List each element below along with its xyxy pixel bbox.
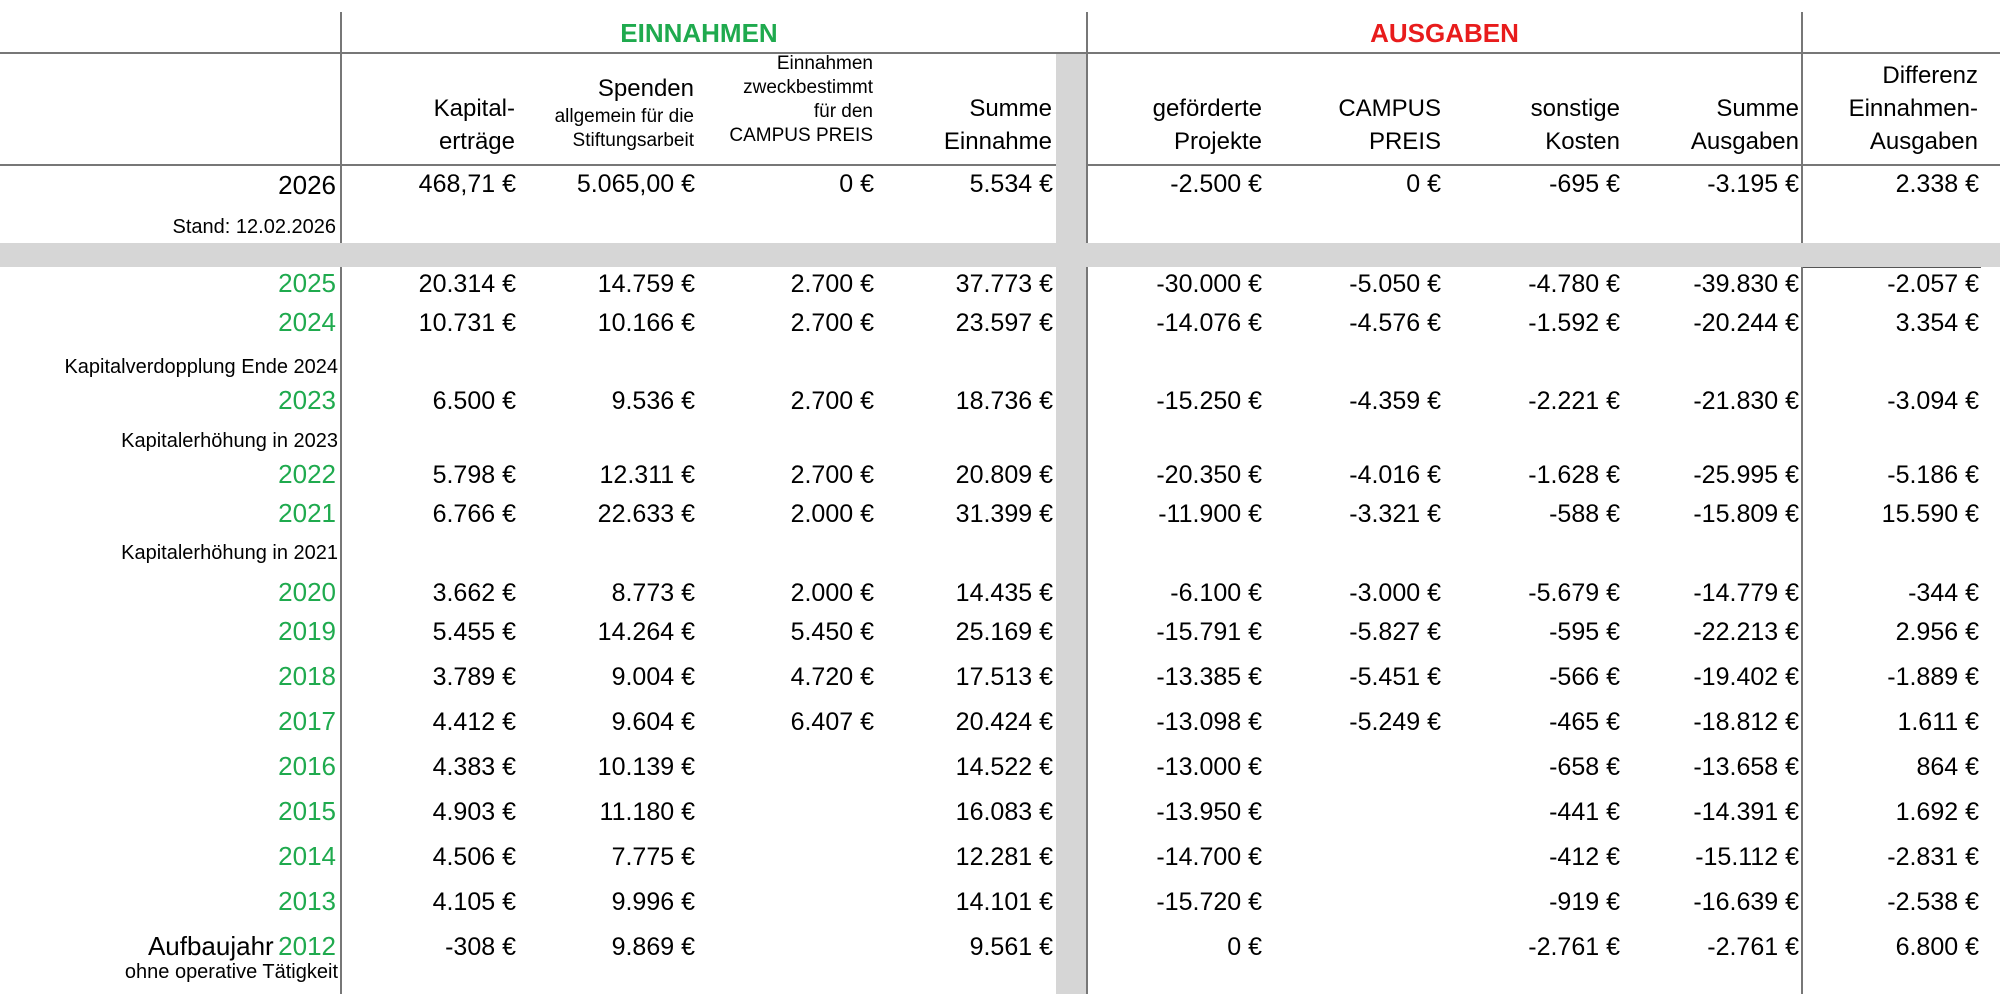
cell-gefoerderte-projekte: -13.385 € [1156, 663, 1262, 691]
cell-differenz: -2.831 € [1887, 843, 1979, 871]
cell-spenden: 12.311 € [599, 461, 695, 489]
cell-summe-ausgaben: -13.658 € [1693, 753, 1799, 781]
cell-gefoerderte-projekte: -13.098 € [1156, 708, 1262, 736]
cell-summe-ausgaben: -22.213 € [1693, 618, 1799, 646]
cell-summe-ausgaben: -21.830 € [1693, 387, 1799, 415]
year-value: 2023 [278, 385, 336, 415]
year-label [0, 498, 336, 529]
cell-sonstige-kosten: -5.679 € [1528, 579, 1620, 607]
cell-spenden: 9.536 € [611, 387, 695, 415]
cell-spenden: 10.139 € [597, 753, 695, 781]
year-label [0, 661, 336, 692]
cell-sonstige-kosten: -441 € [1549, 798, 1620, 826]
cell-sonstige-kosten: -588 € [1549, 500, 1620, 528]
current-year-label: 2026 [278, 170, 336, 200]
year-label [0, 706, 336, 737]
cell-campus-preis: -4.016 € [1349, 461, 1441, 489]
cell-summe-einnahme: 20.809 € [955, 461, 1053, 489]
year-value: 2013 [278, 886, 336, 916]
cell-gefoerderte-projekte: 0 € [1227, 933, 1262, 961]
cell-kapitalertraege: 4.105 € [432, 888, 516, 916]
cell-summe-einnahme: 14.101 € [955, 888, 1053, 916]
cell-gefoerderte-projekte: -15.720 € [1156, 888, 1262, 916]
cell-summe-einnahme: 16.083 € [955, 798, 1053, 826]
cell-sonstige-kosten: -595 € [1549, 618, 1620, 646]
cell-spenden: 9.996 € [611, 888, 695, 916]
cell-campus-preis: -5.050 € [1349, 270, 1441, 298]
cell-summe-einnahme: 31.399 € [955, 500, 1053, 528]
cell-sonstige-kosten: -412 € [1549, 843, 1620, 871]
cell-kapitalertraege: 4.383 € [432, 753, 516, 781]
cell-sonstige-kosten: -4.780 € [1528, 270, 1620, 298]
note-kapitalverdopplung: Kapitalverdopplung Ende 2024 [64, 356, 338, 378]
cell-summe-ausgaben: -15.809 € [1693, 500, 1799, 528]
cell-gefoerderte-projekte: -14.076 € [1156, 309, 1262, 337]
cell-summe-einnahme: 5.534 € [969, 170, 1053, 198]
cell-spenden: 14.759 € [597, 270, 695, 298]
cell-differenz: 1.692 € [1895, 798, 1979, 826]
differenz-rule [1803, 267, 1981, 268]
cell-kapitalertraege: 5.798 € [432, 461, 516, 489]
cell-gefoerderte-projekte: -13.950 € [1156, 798, 1262, 826]
cell-zweckbestimmt: 2.000 € [790, 500, 874, 528]
cell-sonstige-kosten: -2.761 € [1528, 933, 1620, 961]
divider-einnahmen-ausgaben [1086, 12, 1088, 994]
cell-spenden: 8.773 € [611, 579, 695, 607]
cell-summe-einnahme: 23.597 € [955, 309, 1053, 337]
cell-spenden: 22.633 € [597, 500, 695, 528]
stand-note: Stand: 12.02.2026 [172, 216, 336, 238]
cell-summe-einnahme: 14.522 € [955, 753, 1053, 781]
header-differenz: Differenz Einnahmen- Ausgaben [1848, 62, 1978, 155]
cell-differenz: 2.338 € [1895, 170, 1979, 198]
cell-campus-preis: -5.827 € [1349, 618, 1441, 646]
year-value: 2017 [278, 706, 336, 736]
cell-summe-einnahme: 37.773 € [955, 270, 1053, 298]
header-spenden: Spenden allgemein für die Stiftungsarbeit [554, 75, 694, 151]
header-top-rule [0, 52, 2000, 54]
cell-sonstige-kosten: -695 € [1549, 170, 1620, 198]
header-sonstige-kosten: sonstige Kosten [1530, 95, 1620, 155]
cell-summe-einnahme: 14.435 € [955, 579, 1053, 607]
cell-summe-einnahme: 12.281 € [955, 843, 1053, 871]
year-label [0, 616, 336, 647]
cell-differenz: 3.354 € [1895, 309, 1979, 337]
cell-kapitalertraege: 10.731 € [418, 309, 516, 337]
cell-gefoerderte-projekte: -15.791 € [1156, 618, 1262, 646]
gray-column-separator [1056, 54, 1086, 994]
cell-spenden: 9.869 € [611, 933, 695, 961]
cell-differenz: -3.094 € [1887, 387, 1979, 415]
year-value: 2024 [278, 307, 336, 337]
cell-sonstige-kosten: -566 € [1549, 663, 1620, 691]
year-label [0, 886, 336, 917]
year-value: 2022 [278, 459, 336, 489]
note-ohne-operative-taetigkeit: ohne operative Tätigkeit [124, 961, 338, 983]
cell-summe-ausgaben: -15.112 € [1695, 843, 1799, 871]
cell-sonstige-kosten: -658 € [1549, 753, 1620, 781]
year-label [0, 577, 336, 608]
year-label [0, 268, 336, 299]
cell-sonstige-kosten: -465 € [1549, 708, 1620, 736]
note-kapitalerhoehung-2023: Kapitalerhöhung in 2023 [121, 430, 338, 452]
cell-differenz: -5.186 € [1887, 461, 1979, 489]
cell-zweckbestimmt: 2.700 € [790, 270, 874, 298]
cell-spenden: 9.604 € [611, 708, 695, 736]
cell-campus-preis: 0 € [1406, 170, 1441, 198]
cell-zweckbestimmt: 0 € [839, 170, 874, 198]
cell-summe-ausgaben: -19.402 € [1693, 663, 1799, 691]
cell-kapitalertraege: 20.314 € [418, 270, 516, 298]
cell-sonstige-kosten: -2.221 € [1528, 387, 1620, 415]
cell-summe-ausgaben: -14.779 € [1693, 579, 1799, 607]
cell-kapitalertraege: 6.766 € [432, 500, 516, 528]
cell-kapitalertraege: 468,71 € [418, 170, 516, 198]
year-label [0, 931, 336, 962]
cell-zweckbestimmt: 6.407 € [790, 708, 874, 736]
cell-campus-preis: -5.451 € [1349, 663, 1441, 691]
cell-zweckbestimmt: 2.000 € [790, 579, 874, 607]
year-value: 2016 [278, 751, 336, 781]
header-bottom-rule [0, 164, 2000, 166]
year-label [0, 751, 336, 782]
header-zweckbestimmt: Einnahmen zweckbestimmt für den CAMPUS PREIS [729, 53, 873, 146]
header-gefoerderte-projekte: geförderte Projekte [1152, 95, 1262, 155]
cell-differenz: -2.057 € [1887, 270, 1979, 298]
cell-kapitalertraege: 4.506 € [432, 843, 516, 871]
divider-label-column [340, 12, 342, 994]
year-label [0, 841, 336, 872]
cell-gefoerderte-projekte: -11.900 € [1158, 500, 1262, 528]
cell-summe-einnahme: 25.169 € [955, 618, 1053, 646]
header-summe-ausgaben: Summe Ausgaben [1690, 95, 1799, 155]
cell-summe-einnahme: 18.736 € [955, 387, 1053, 415]
year-value: 2012 [278, 931, 336, 961]
cell-campus-preis: -3.000 € [1349, 579, 1441, 607]
cell-kapitalertraege: 3.662 € [432, 579, 516, 607]
header-summe-einnahme: Summe Einnahme [943, 95, 1052, 155]
cell-kapitalertraege: 6.500 € [432, 387, 516, 415]
cell-sonstige-kosten: -1.628 € [1528, 461, 1620, 489]
cell-gefoerderte-projekte: -30.000 € [1156, 270, 1262, 298]
cell-campus-preis: -5.249 € [1349, 708, 1441, 736]
cell-summe-ausgaben: -39.830 € [1693, 270, 1799, 298]
cell-summe-ausgaben: -16.639 € [1693, 888, 1799, 916]
cell-spenden: 14.264 € [597, 618, 695, 646]
cell-spenden: 7.775 € [611, 843, 695, 871]
year-label [0, 385, 336, 416]
cell-summe-ausgaben: -2.761 € [1707, 933, 1799, 961]
note-kapitalerhoehung-2021: Kapitalerhöhung in 2021 [121, 542, 338, 564]
cell-summe-ausgaben: -3.195 € [1707, 170, 1799, 198]
cell-kapitalertraege: 4.412 € [432, 708, 516, 736]
cell-differenz: 864 € [1916, 753, 1979, 781]
cell-spenden: 11.180 € [599, 798, 695, 826]
cell-summe-einnahme: 17.513 € [955, 663, 1053, 691]
ausgaben-section-title: AUSGABEN [1370, 18, 1519, 48]
year-label [0, 796, 336, 827]
cell-zweckbestimmt: 2.700 € [790, 387, 874, 415]
header-kapitalertraege: Kapital- erträge [433, 95, 515, 155]
cell-differenz: 6.800 € [1895, 933, 1979, 961]
cell-gefoerderte-projekte: -2.500 € [1170, 170, 1262, 198]
cell-zweckbestimmt: 2.700 € [790, 309, 874, 337]
cell-differenz: 1.611 € [1897, 708, 1979, 736]
year-label [0, 459, 336, 490]
header-campus-preis: CAMPUS PREIS [1338, 95, 1441, 155]
year-value: 2014 [278, 841, 336, 871]
cell-kapitalertraege: 3.789 € [432, 663, 516, 691]
year-value: 2021 [278, 498, 336, 528]
cell-summe-einnahme: 9.561 € [969, 933, 1053, 961]
einnahmen-section-title: EINNAHMEN [620, 18, 778, 48]
cell-differenz: 15.590 € [1881, 500, 1979, 528]
year-value: 2015 [278, 796, 336, 826]
gray-row-separator [0, 243, 2000, 267]
cell-gefoerderte-projekte: -15.250 € [1156, 387, 1262, 415]
cell-gefoerderte-projekte: -14.700 € [1156, 843, 1262, 871]
cell-differenz: -2.538 € [1887, 888, 1979, 916]
cell-summe-ausgaben: -14.391 € [1693, 798, 1799, 826]
cell-summe-ausgaben: -18.812 € [1693, 708, 1799, 736]
cell-differenz: 2.956 € [1895, 618, 1979, 646]
year-label [0, 307, 336, 338]
cell-summe-ausgaben: -20.244 € [1693, 309, 1799, 337]
cell-summe-einnahme: 20.424 € [955, 708, 1053, 736]
cell-zweckbestimmt: 5.450 € [790, 618, 874, 646]
cell-summe-ausgaben: -25.995 € [1693, 461, 1799, 489]
cell-zweckbestimmt: 2.700 € [790, 461, 874, 489]
year-prefix: Aufbaujahr [147, 931, 274, 961]
cell-spenden: 9.004 € [611, 663, 695, 691]
cell-kapitalertraege: 4.903 € [432, 798, 516, 826]
cell-campus-preis: -4.576 € [1349, 309, 1441, 337]
cell-campus-preis: -4.359 € [1349, 387, 1441, 415]
year-value: 2018 [278, 661, 336, 691]
cell-differenz: -1.889 € [1887, 663, 1979, 691]
cell-campus-preis: -3.321 € [1349, 500, 1441, 528]
cell-sonstige-kosten: -919 € [1549, 888, 1620, 916]
year-value: 2025 [278, 268, 336, 298]
cell-kapitalertraege: -308 € [445, 933, 516, 961]
cell-spenden: 5.065,00 € [576, 170, 695, 198]
cell-sonstige-kosten: -1.592 € [1528, 309, 1620, 337]
divider-differenz [1801, 12, 1803, 994]
year-value: 2020 [278, 577, 336, 607]
cell-gefoerderte-projekte: -6.100 € [1170, 579, 1262, 607]
cell-spenden: 10.166 € [597, 309, 695, 337]
cell-zweckbestimmt: 4.720 € [790, 663, 874, 691]
cell-kapitalertraege: 5.455 € [432, 618, 516, 646]
cell-gefoerderte-projekte: -13.000 € [1156, 753, 1262, 781]
year-value: 2019 [278, 616, 336, 646]
cell-differenz: -344 € [1908, 579, 1979, 607]
cell-gefoerderte-projekte: -20.350 € [1156, 461, 1262, 489]
